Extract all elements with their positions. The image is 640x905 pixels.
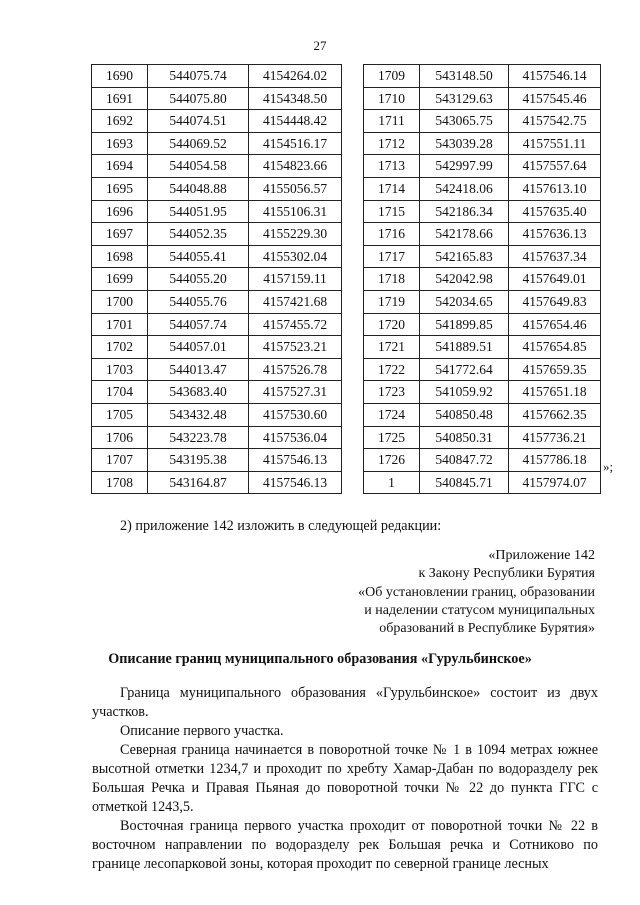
appendix-header [358,547,595,638]
coordinate-row [364,110,601,133]
coordinate-row [92,200,342,223]
coordinate-row [92,177,342,200]
y-coordinate-cell: 4157546.14 [509,65,601,88]
y-coordinate-cell: 4155229.30 [249,223,342,246]
y-coordinate-cell: 4157974.07 [509,471,601,494]
x-coordinate-cell: 543683.40 [148,381,249,404]
x-coordinate-cell: 543195.38 [148,449,249,472]
point-number-cell: 1712 [364,132,420,155]
x-coordinate-cell: 544074.51 [148,110,249,133]
y-coordinate-cell: 4157654.46 [509,313,601,336]
coordinate-row [92,110,342,133]
y-coordinate-cell: 4157736.21 [509,426,601,449]
x-coordinate-cell: 544057.01 [148,336,249,359]
coordinate-row [92,132,342,155]
x-coordinate-cell: 544051.95 [148,200,249,223]
point-number-cell: 1725 [364,426,420,449]
x-coordinate-cell: 544057.74 [148,313,249,336]
x-coordinate-cell: 543065.75 [420,110,509,133]
y-coordinate-cell: 4157662.35 [509,403,601,426]
x-coordinate-cell: 541889.51 [420,336,509,359]
point-number-cell: 1723 [364,381,420,404]
x-coordinate-cell: 540850.31 [420,426,509,449]
coordinate-row [92,381,342,404]
point-number-cell: 1698 [92,245,148,268]
x-coordinate-cell: 543164.87 [148,471,249,494]
point-number-cell: 1693 [92,132,148,155]
appendix-line: к Закону Республики Бурятия [418,566,595,582]
x-coordinate-cell: 543129.63 [420,87,509,110]
appendix-line: «Об установлении границ, образовании [358,584,595,600]
x-coordinate-cell: 543039.28 [420,132,509,155]
x-coordinate-cell: 542165.83 [420,245,509,268]
coordinate-row [92,336,342,359]
coordinate-row [92,223,342,246]
coordinate-row [364,132,601,155]
x-coordinate-cell: 544048.88 [148,177,249,200]
point-number-cell: 1697 [92,223,148,246]
point-number-cell: 1701 [92,313,148,336]
x-coordinate-cell: 540845.71 [420,471,509,494]
y-coordinate-cell: 4155302.04 [249,245,342,268]
coordinate-row [364,155,601,178]
body-paragraph: Восточная граница первого участка проходит от поворотной точки № 22 в восточном направлении по водоразделу рек Большая речка и Сотниково по границе лесопарковой зоны, которая проходит по северной границе лесных [92,818,598,872]
x-coordinate-cell: 542034.65 [420,290,509,313]
coordinate-row [364,245,601,268]
y-coordinate-cell: 4154348.50 [249,87,342,110]
point-number-cell: 1724 [364,403,420,426]
y-coordinate-cell: 4157545.46 [509,87,601,110]
x-coordinate-cell: 544055.76 [148,290,249,313]
coordinate-row [364,403,601,426]
y-coordinate-cell: 4157527.31 [249,381,342,404]
coordinate-row [364,268,601,291]
point-number-cell: 1713 [364,155,420,178]
table-closing-punctuation: »; [603,459,614,474]
x-coordinate-cell: 543432.48 [148,403,249,426]
coordinate-row [364,87,601,110]
page-number: 27 [313,38,327,53]
appendix-line: образований в Республике Бурятия» [379,621,595,637]
coordinate-row [364,381,601,404]
point-number-cell: 1720 [364,313,420,336]
y-coordinate-cell: 4157636.13 [509,223,601,246]
coordinates-table-right-body [364,65,601,494]
coordinate-row [364,65,601,88]
y-coordinate-cell: 4157546.13 [249,471,342,494]
y-coordinate-cell: 4154264.02 [249,65,342,88]
x-coordinate-cell: 544055.41 [148,245,249,268]
y-coordinate-cell: 4157613.10 [509,177,601,200]
point-number-cell: 1716 [364,223,420,246]
point-number-cell: 1714 [364,177,420,200]
x-coordinate-cell: 542186.34 [420,200,509,223]
coordinate-row [364,426,601,449]
coordinate-row [364,223,601,246]
y-coordinate-cell: 4157551.11 [509,132,601,155]
y-coordinate-cell: 4155056.57 [249,177,342,200]
x-coordinate-cell: 544054.58 [148,155,249,178]
y-coordinate-cell: 4157557.64 [509,155,601,178]
y-coordinate-cell: 4157637.34 [509,245,601,268]
coordinate-row [92,290,342,313]
point-number-cell: 1705 [92,403,148,426]
x-coordinate-cell: 544069.52 [148,132,249,155]
coordinate-row [364,358,601,381]
coordinate-row [364,177,601,200]
coordinate-row [364,449,601,472]
y-coordinate-cell: 4157649.01 [509,268,601,291]
y-coordinate-cell: 4157421.68 [249,290,342,313]
point-number-cell: 1 [364,471,420,494]
x-coordinate-cell: 544013.47 [148,358,249,381]
y-coordinate-cell: 4154448.42 [249,110,342,133]
x-coordinate-cell: 541772.64 [420,358,509,381]
coordinate-row [92,358,342,381]
point-number-cell: 1708 [92,471,148,494]
x-coordinate-cell: 540847.72 [420,449,509,472]
y-coordinate-cell: 4157786.18 [509,449,601,472]
x-coordinate-cell: 540850.48 [420,403,509,426]
coordinate-row [92,471,342,494]
y-coordinate-cell: 4157536.04 [249,426,342,449]
point-number-cell: 1694 [92,155,148,178]
coordinate-row [364,290,601,313]
point-number-cell: 1703 [92,358,148,381]
point-number-cell: 1699 [92,268,148,291]
point-number-cell: 1696 [92,200,148,223]
point-number-cell: 1691 [92,87,148,110]
y-coordinate-cell: 4157635.40 [509,200,601,223]
y-coordinate-cell: 4154516.17 [249,132,342,155]
x-coordinate-cell: 541059.92 [420,381,509,404]
y-coordinate-cell: 4157659.35 [509,358,601,381]
x-coordinate-cell: 541899.85 [420,313,509,336]
y-coordinate-cell: 4157523.21 [249,336,342,359]
point-number-cell: 1709 [364,65,420,88]
point-number-cell: 1721 [364,336,420,359]
coordinate-row [92,245,342,268]
point-number-cell: 1718 [364,268,420,291]
point-number-cell: 1726 [364,449,420,472]
coordinate-row [92,155,342,178]
x-coordinate-cell: 542997.99 [420,155,509,178]
y-coordinate-cell: 4157649.83 [509,290,601,313]
coordinate-row [92,403,342,426]
point-number-cell: 1710 [364,87,420,110]
y-coordinate-cell: 4157526.78 [249,358,342,381]
appendix-line: «Приложение 142 [488,548,595,563]
y-coordinate-cell: 4157455.72 [249,313,342,336]
x-coordinate-cell: 542042.98 [420,268,509,291]
coordinate-row [92,268,342,291]
point-number-cell: 1700 [92,290,148,313]
y-coordinate-cell: 4157546.13 [249,449,342,472]
coordinate-row [92,65,342,88]
coordinate-row [92,426,342,449]
coordinate-row [92,313,342,336]
coordinate-row [92,87,342,110]
coordinate-row [92,449,342,472]
x-coordinate-cell: 542418.06 [420,177,509,200]
appendix-line: и наделении статусом муниципальных [364,602,595,618]
body-paragraph: Граница муниципального образования «Гурульбинское» состоит из двух участков. [92,685,598,720]
x-coordinate-cell: 543148.50 [420,65,509,88]
body-paragraph: Описание первого участка. [120,723,284,739]
x-coordinate-cell: 542178.66 [420,223,509,246]
point-number-cell: 1706 [92,426,148,449]
section-heading: Описание границ муниципального образования «Гурульбинское» [108,651,532,667]
x-coordinate-cell: 544075.74 [148,65,249,88]
point-number-cell: 1715 [364,200,420,223]
coordinate-row [364,313,601,336]
x-coordinate-cell: 543223.78 [148,426,249,449]
y-coordinate-cell: 4155106.31 [249,200,342,223]
y-coordinate-cell: 4157654.85 [509,336,601,359]
y-coordinate-cell: 4154823.66 [249,155,342,178]
body-paragraph: Северная граница начинается в поворотной точке № 1 в 1094 метрах южнее высотной отметки 1234,7 и проходит по хребту Хамар-Дабан по водоразделу рек Большая Речка и Правая Пьяная до поворотной точки № 22 до пункта ГГС с отметкой 1243,5. [92,742,598,815]
point-number-cell: 1702 [92,336,148,359]
point-number-cell: 1695 [92,177,148,200]
y-coordinate-cell: 4157651.18 [509,381,601,404]
amendment-line: 2) приложение 142 изложить в следующей редакции: [120,518,442,534]
point-number-cell: 1711 [364,110,420,133]
point-number-cell: 1690 [92,65,148,88]
x-coordinate-cell: 544055.20 [148,268,249,291]
coordinate-row [364,336,601,359]
point-number-cell: 1719 [364,290,420,313]
point-number-cell: 1692 [92,110,148,133]
coordinates-table-left-body [92,65,342,494]
coordinate-row [364,200,601,223]
point-number-cell: 1717 [364,245,420,268]
coordinates-table-left [91,64,342,494]
coordinate-row [364,471,601,494]
coordinates-table-right [363,64,601,494]
y-coordinate-cell: 4157530.60 [249,403,342,426]
point-number-cell: 1722 [364,358,420,381]
y-coordinate-cell: 4157159.11 [249,268,342,291]
y-coordinate-cell: 4157542.75 [509,110,601,133]
point-number-cell: 1707 [92,449,148,472]
x-coordinate-cell: 544052.35 [148,223,249,246]
point-number-cell: 1704 [92,381,148,404]
x-coordinate-cell: 544075.80 [148,87,249,110]
